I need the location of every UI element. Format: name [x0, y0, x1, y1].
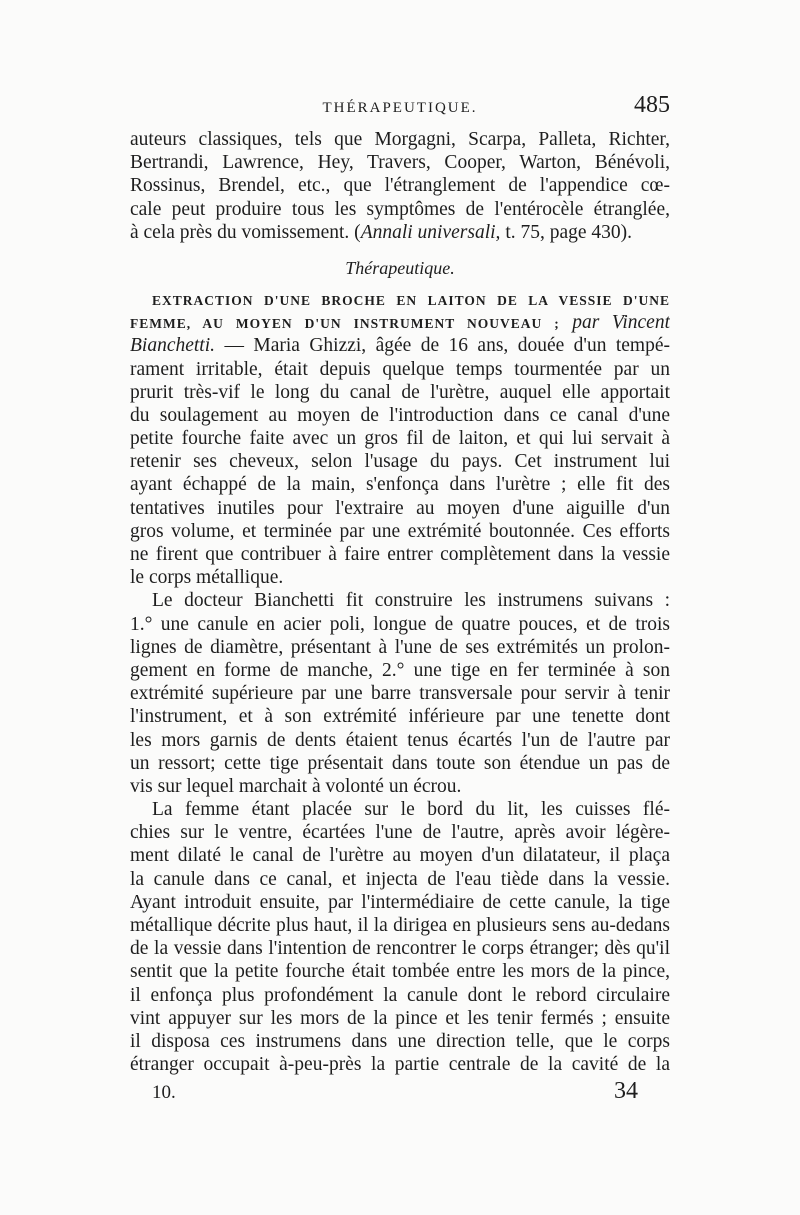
- text-line: métallique décrite plus haut, il la dirigea en plusieurs sens au-dedans: [130, 915, 670, 936]
- text-line: chies sur le ventre, écartées l'une de l'autre, après avoir légère-: [130, 822, 670, 844]
- text-line: le corps métallique.: [130, 567, 284, 589]
- text-line: [130, 221, 670, 244]
- signature-mark: 10.: [152, 1082, 176, 1104]
- text-line: tentatives inutiles pour l'extraire au moyen d'une aiguille d'un: [130, 497, 670, 519]
- article: [130, 288, 670, 589]
- text-line: Le docteur Bianchetti fit construire les instrumens suivans :: [152, 590, 670, 612]
- text-line: ne firent que contribuer à faire entrer complètement dans la vessie: [130, 544, 670, 565]
- text-line: ment dilaté le canal de l'urètre au moyen d'un dilatateur, il plaça: [130, 845, 670, 867]
- citation-title: Annali universali,: [360, 221, 501, 243]
- article-title-line: [130, 288, 670, 311]
- text-line: sentit que la petite fourche était tombée entre les mors de la pince,: [130, 961, 670, 983]
- page-number: 485: [634, 92, 670, 118]
- text-line: extrémité supérieure par une barre transversale pour servir à tenir: [130, 683, 670, 705]
- text-line: La femme étant placée sur le bord du lit, les cuisses flé-: [152, 799, 670, 821]
- article-title-line: [130, 311, 670, 334]
- text-line: gros volume, et terminée par une extrémité boutonnée. Ces efforts: [130, 520, 670, 542]
- text-line: il disposa ces instrumens dans une direction telle, que le corps: [130, 1030, 670, 1052]
- text-line: Bertrandi, Lawrence, Hey, Travers, Cooper, Warton, Bénévoli,: [130, 152, 670, 174]
- paragraph: [130, 589, 670, 798]
- paragraph: [130, 798, 670, 1076]
- text-line: Rossinus, Brendel, etc., que l'étranglement de l'appendice cœ-: [130, 175, 670, 197]
- text-line: l'instrument, et à son extrémité inférieure par une tenette dont: [130, 706, 670, 728]
- text-line: les mors garnis de dents étaient tenus écartés l'un de l'autre par: [130, 729, 670, 751]
- article-title: EXTRACTION D'UNE BROCHE EN LAITON DE LA VESSIE D'UNE: [152, 292, 670, 308]
- author-name: Bianchetti.: [130, 335, 216, 357]
- page-footer: [130, 1078, 670, 1118]
- text-line: petite fourche faite avec un gros fil de laiton, et qui lui servait à: [130, 428, 670, 450]
- text-line: lignes de diamètre, présentant à l'une de ses extrémités un prolon-: [130, 636, 670, 658]
- text-line: ayant échappé de la main, s'enfonça dans l'urètre ; elle fit des: [130, 474, 670, 496]
- paragraph: [130, 128, 670, 244]
- text-span: — Maria Ghizzi, âgée de 16 ans, douée d'un tempé-: [215, 335, 670, 357]
- text-line: du soulagement au moyen de l'introduction dans ce canal d'une: [130, 404, 670, 426]
- sheet-number: 34: [614, 1078, 638, 1105]
- page-header: [130, 92, 670, 128]
- text-line: de la vessie dans l'intention de rencontrer le corps étranger; dès qu'il: [130, 938, 670, 960]
- text-span: par: [572, 312, 600, 334]
- text-line: Ayant introduit ensuite, par l'intermédiaire de cette canule, la tige: [130, 891, 670, 913]
- text-line: rament irritable, était depuis quelque temps tourmentée par un: [130, 358, 670, 380]
- section-title: Thérapeutique.: [345, 257, 455, 278]
- text-line: la canule dans ce canal, et injecta de l'eau tiède dans la vessie.: [130, 868, 670, 890]
- text-line: auteurs classiques, tels que Morgagni, Scarpa, Palleta, Richter,: [130, 129, 670, 150]
- text-line: vint appuyer sur les mors de la pince et les tenir fermés ; ensuite: [130, 1007, 670, 1029]
- text-line: cale peut produire tous les symptômes de l'entérocèle étranglée,: [130, 198, 670, 220]
- text-line: [130, 334, 670, 357]
- text-span: à cela près du vomissement. (: [130, 221, 361, 243]
- text-line: un ressort; cette tige présentait dans toute son étendue un pas de: [130, 752, 670, 774]
- running-head: THÉRAPEUTIQUE.: [322, 100, 478, 116]
- text-line: retenir ses cheveux, selon l'usage du pays. Cet instrument lui: [130, 451, 670, 473]
- text-line: prurit très-vif le long du canal de l'urètre, auquel elle apportait: [130, 381, 670, 403]
- text-line: étranger occupait à-peu-près la partie centrale de la cavité de la: [130, 1054, 670, 1076]
- author-name: Vincent: [611, 312, 670, 334]
- text-line: vis sur lequel marchait à volonté un écrou.: [130, 775, 462, 797]
- text-block: [130, 92, 670, 1118]
- text-line: il enfonça plus profondément la canule dont le rebord circulaire: [130, 984, 670, 1006]
- text-line: 1.° une canule en acier poli, longue de quatre pouces, et de trois: [130, 613, 670, 635]
- text-line: gement en forme de manche, 2.° une tige en fer terminée à son: [130, 659, 670, 681]
- text-span: t. 75, page 430).: [500, 221, 633, 243]
- article-title: FEMME, AU MOYEN D'UN INSTRUMENT NOUVEAU ;: [130, 316, 560, 332]
